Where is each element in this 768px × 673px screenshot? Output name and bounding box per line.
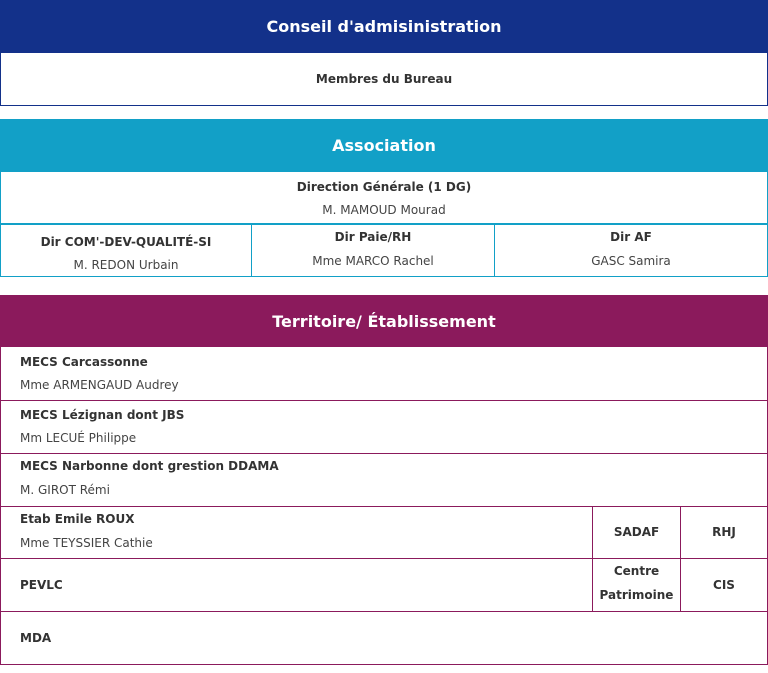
mecs-narbonne-row [0, 453, 768, 507]
dir-com-title: Dir COM'-DEV-QUALITÉ-SI [40, 235, 212, 249]
mecs-lezignan-row [0, 400, 768, 454]
dg-title: Direction Générale (1 DG) [296, 180, 472, 194]
sadaf-label: SADAF [613, 525, 660, 539]
pevlc-cell [0, 558, 593, 612]
dir-paie-name: Mme MARCO Rachel [312, 254, 434, 268]
pevlc-label: PEVLC [20, 577, 63, 592]
centre-label: Centre [613, 564, 660, 578]
mecs-carcassonne-name: Mme ARMENGAUD Audrey [20, 378, 179, 392]
etab-emile-roux-name: Mme TEYSSIER Cathie [20, 536, 153, 550]
territoire-header: Territoire/ Établissement [0, 295, 768, 347]
territoire-section [0, 295, 768, 665]
cis-cell [680, 558, 768, 612]
mecs-lezignan-name: Mm LECUÉ Philippe [20, 431, 137, 445]
mecs-carcassonne-title: MECS Carcassonne [20, 355, 148, 369]
etab-emile-roux-cell [0, 506, 593, 559]
dir-af-cell [494, 224, 768, 277]
dir-paie-cell [251, 224, 495, 277]
mecs-narbonne-name: M. GIROT Rémi [20, 483, 110, 497]
conseil-section [0, 0, 768, 106]
direction-generale-cell [0, 172, 768, 224]
dir-af-title: Dir AF [610, 230, 652, 244]
mecs-narbonne-title: MECS Narbonne dont grestion DDAMA [20, 459, 279, 473]
dg-name: M. MAMOUD Mourad [322, 203, 446, 217]
association-section [0, 119, 768, 277]
dir-af-name: GASC Samira [591, 254, 671, 268]
mda-label: MDA [20, 630, 52, 645]
etab-emile-roux-title: Etab Emile ROUX [20, 512, 135, 526]
mecs-lezignan-title: MECS Lézignan dont JBS [20, 408, 185, 422]
centre-patrimoine-cell [592, 558, 681, 612]
mecs-carcassonne-row [0, 347, 768, 401]
rhj-label: RHJ [712, 525, 736, 539]
mda-row [0, 611, 768, 665]
dir-com-name: M. REDON Urbain [73, 258, 179, 272]
rhj-cell [680, 506, 768, 559]
conseil-header: Conseil d'admisinistration [0, 0, 768, 53]
membres-bureau-cell [0, 53, 768, 106]
dir-paie-title: Dir Paie/RH [334, 230, 412, 244]
dir-com-cell [0, 224, 252, 277]
patrimoine-label: Patrimoine [599, 588, 674, 602]
sadaf-cell [592, 506, 681, 559]
association-header: Association [0, 119, 768, 172]
membres-bureau-label: Membres du Bureau [315, 72, 453, 86]
cis-label: CIS [713, 577, 735, 592]
